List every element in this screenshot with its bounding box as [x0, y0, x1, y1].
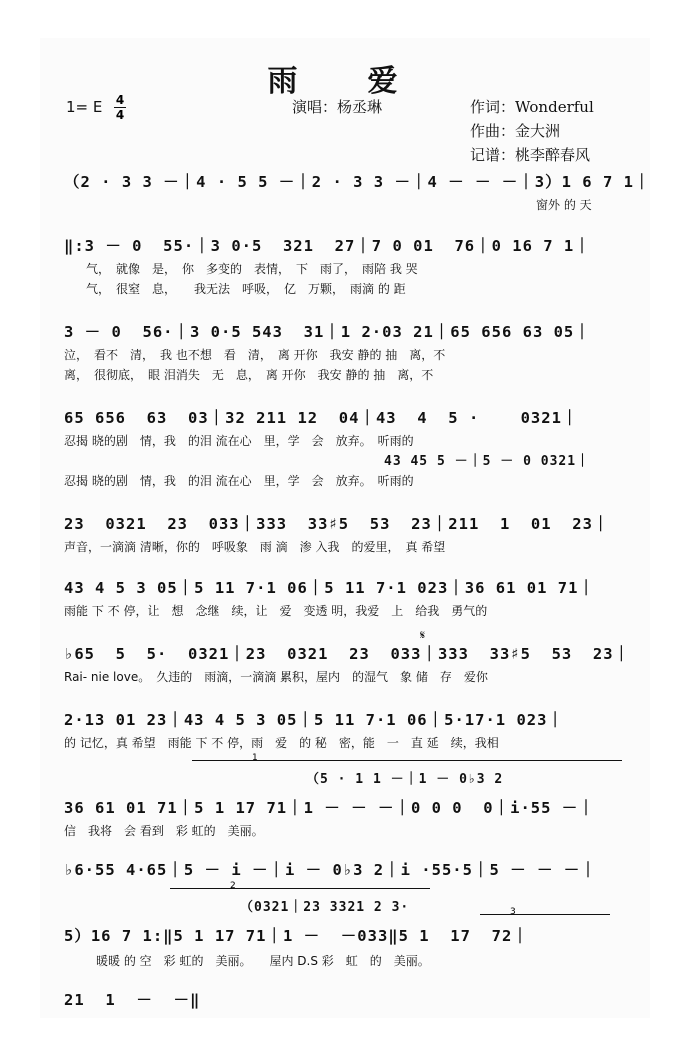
- notation-text: 36 61 01 71｜5 1 17 71｜1 － － －｜0 0 0 0｜i·55 －｜: [64, 799, 595, 817]
- lyric-text: 泣， 看不 清， 我 也不想 看 清， 离 开你 我安 静的 抽 离，不: [64, 348, 446, 362]
- notation-text: （5 · 1 1 －｜1 － 0♭3 2: [306, 772, 504, 787]
- singer-credit: 演唱：杨丞琳: [292, 98, 383, 116]
- lyric-text: 窗外 的 天: [536, 198, 592, 212]
- notation-text: 5）16 7 1:‖5 1 17 71｜1 － －033‖5 1 17 72｜: [64, 927, 529, 945]
- lyricist-credit: 作词：Wonderful: [470, 98, 594, 116]
- ending-bracket-2: 2: [170, 888, 430, 889]
- notation-text: 23 0321 23 033｜333 33♯5 53 23｜211 1 01 23｜: [64, 515, 610, 533]
- notation-text: 21 1 － －‖: [64, 991, 201, 1009]
- ending-bracket-3: 3: [480, 914, 610, 915]
- lyric-text: 暖暖 的 空 彩 虹的 美丽。 屋内 D.S 彩 虹 的 美丽。: [96, 954, 430, 968]
- notation-text: 2·13 01 23｜43 4 5 3 05｜5 11 7·1 06｜5·17·1 023｜: [64, 711, 564, 729]
- notation-text: ♭6·55 4·65｜5 － i －｜i － 0♭3 2｜i ·55·5｜5 － － －｜: [64, 861, 597, 879]
- time-signature-top: 4: [115, 93, 125, 107]
- ending-bracket-1: 1: [192, 760, 622, 761]
- lyric-text: 声音，一滴滴 清晰，你的 呼吸象 雨 滴 渗 入我 的爱里， 真 希望: [64, 540, 446, 554]
- notation-text: ♭65 5 5· 0321｜23 0321 23 033｜333 33♯5 53 23｜: [64, 645, 631, 663]
- time-signature-bottom: 4: [115, 108, 125, 122]
- transcriber-credit: 记谱：桃李醉春风: [470, 146, 591, 164]
- notation-text: 3 － 0 56·｜3 0·5 543 31｜1 2·03 21｜65 656 63 05｜: [64, 323, 591, 341]
- notation-text: 43 45 5 －｜5 － 0 0321｜: [384, 454, 591, 469]
- notation-text: （0321｜23 3321 2 3·: [240, 900, 410, 915]
- song-title: 雨 爱: [267, 64, 418, 99]
- lyric-text: 忍揭 晓的剧 情，我 的泪 流在心 里，学 会 放弃。 听雨的: [64, 434, 414, 448]
- notation-text: （2 · 3 3 －｜4 · 5 5 －｜2 · 3 3 －｜4 － － －｜3）1 6 7 1｜: [64, 173, 651, 191]
- lyric-text: 忍揭 晓的剧 情，我 的泪 流在心 里，学 会 放弃。 听雨的: [64, 474, 414, 488]
- lyric-text: 离， 很彻底， 眼 泪消失 无 息， 离 开你 我安 静的 抽 离，不: [64, 368, 434, 382]
- composer-credit: 作曲：金大洲: [470, 122, 561, 140]
- lyric-text: 信 我将 会 看到 彩 虹的 美丽。: [64, 824, 264, 838]
- notation-text: ‖:3 － 0 55·｜3 0·5 321 27｜7 0 01 76｜0 16 7 1｜: [64, 237, 591, 255]
- key-signature: 1= E: [66, 98, 103, 116]
- lyric-text: 气， 很窒 息， 我无法 呼吸， 亿 万颗， 雨滴 的 距: [86, 282, 406, 296]
- lyric-text: 雨能 下 不 停，让 想 念继 续，让 爱 变透 明，我爱 上 给我 勇气的: [64, 604, 488, 618]
- time-signature: [114, 94, 126, 121]
- lyric-text: 气， 就像 是， 你 多变的 表情， 下 雨了， 雨陪 我 哭: [86, 262, 418, 276]
- lyric-text: 的 记忆，真 希望 雨能 下 不 停，雨 爱 的 秘 密，能 一 直 延 续，我相: [64, 736, 499, 750]
- lyric-text: Rai- nie love。 久违的 雨滴，一滴滴 累积，屋内 的湿气 象 储 存 爱你: [64, 670, 488, 684]
- notation-text: 43 4 5 3 05｜5 11 7·1 06｜5 11 7·1 023｜36 61 01 71｜: [64, 579, 595, 597]
- notation-text: 65 656 63 03｜32 211 12 04｜43 4 5 · 0321｜: [64, 409, 579, 427]
